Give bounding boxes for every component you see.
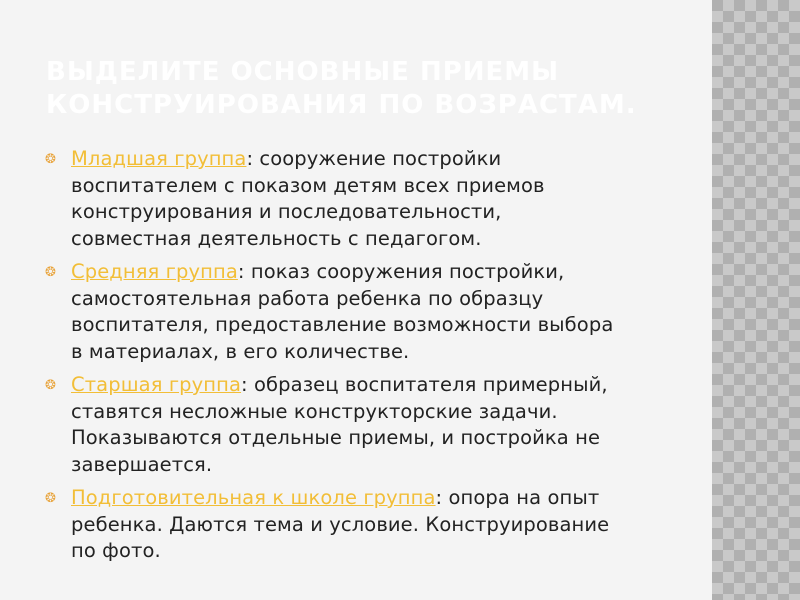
junior-group-link[interactable]: Младшая группа [71, 147, 247, 170]
text-line: самостоятельная работа ребенка по образцу [71, 286, 544, 310]
bullet-icon: ❂ [45, 152, 56, 167]
text-fragment: : показ сооружения постройки, [237, 260, 565, 283]
senior-group-link[interactable]: Старшая группа [71, 373, 242, 396]
bullet-icon: ❂ [45, 265, 56, 280]
text-fragment: : опора на опыт [435, 486, 600, 509]
text-line: ребенка. Даются тема и условие. Конструирование [71, 512, 610, 536]
text-line: завершается. [71, 452, 213, 476]
text-line: в материалах, в его количестве. [71, 339, 410, 363]
text-line [71, 259, 685, 286]
list-item-text [71, 146, 685, 252]
list-item-text [71, 259, 685, 365]
preparatory-group-link[interactable]: Подготовительная к школе группа [71, 486, 436, 509]
text-fragment: : сооружение постройки [246, 147, 502, 170]
bullet-icon: ❂ [45, 491, 56, 506]
bullet-list [45, 146, 685, 572]
slide-title-line: КОНСТРУИРОВАНИЯ ПО ВОЗРАСТАМ. [46, 90, 637, 120]
decorative-pattern-panel [712, 0, 800, 600]
list-item-text [71, 372, 685, 478]
slide-title-line: ВЫДЕЛИТЕ ОСНОВНЫЕ ПРИЕМЫ [46, 57, 560, 87]
text-line: воспитателя, предоставление возможности выбора [71, 313, 614, 336]
list-item-preparatory-group [45, 485, 685, 565]
text-fragment: : образец воспитателя примерный, [241, 373, 608, 396]
text-line [71, 372, 685, 399]
text-line: ставятся несложные конструкторские задачи. [71, 399, 558, 423]
text-line: по фото. [71, 539, 161, 562]
middle-group-link[interactable]: Средняя группа [71, 260, 238, 283]
text-line: конструирования и последовательности, [71, 200, 502, 223]
text-line: совместная деятельность с педагогом. [71, 226, 482, 250]
text-line [71, 146, 685, 173]
text-line [71, 485, 685, 512]
list-item-senior-group [45, 372, 685, 478]
list-item-text [71, 485, 685, 565]
text-line: воспитателем с показом детям всех приемов [71, 173, 545, 197]
text-line: Показываются отдельные приемы, и постройка не [71, 426, 601, 449]
bullet-icon: ❂ [45, 378, 56, 393]
list-item-middle-group [45, 259, 685, 365]
slide-title [46, 56, 686, 122]
list-item-junior-group [45, 146, 685, 252]
